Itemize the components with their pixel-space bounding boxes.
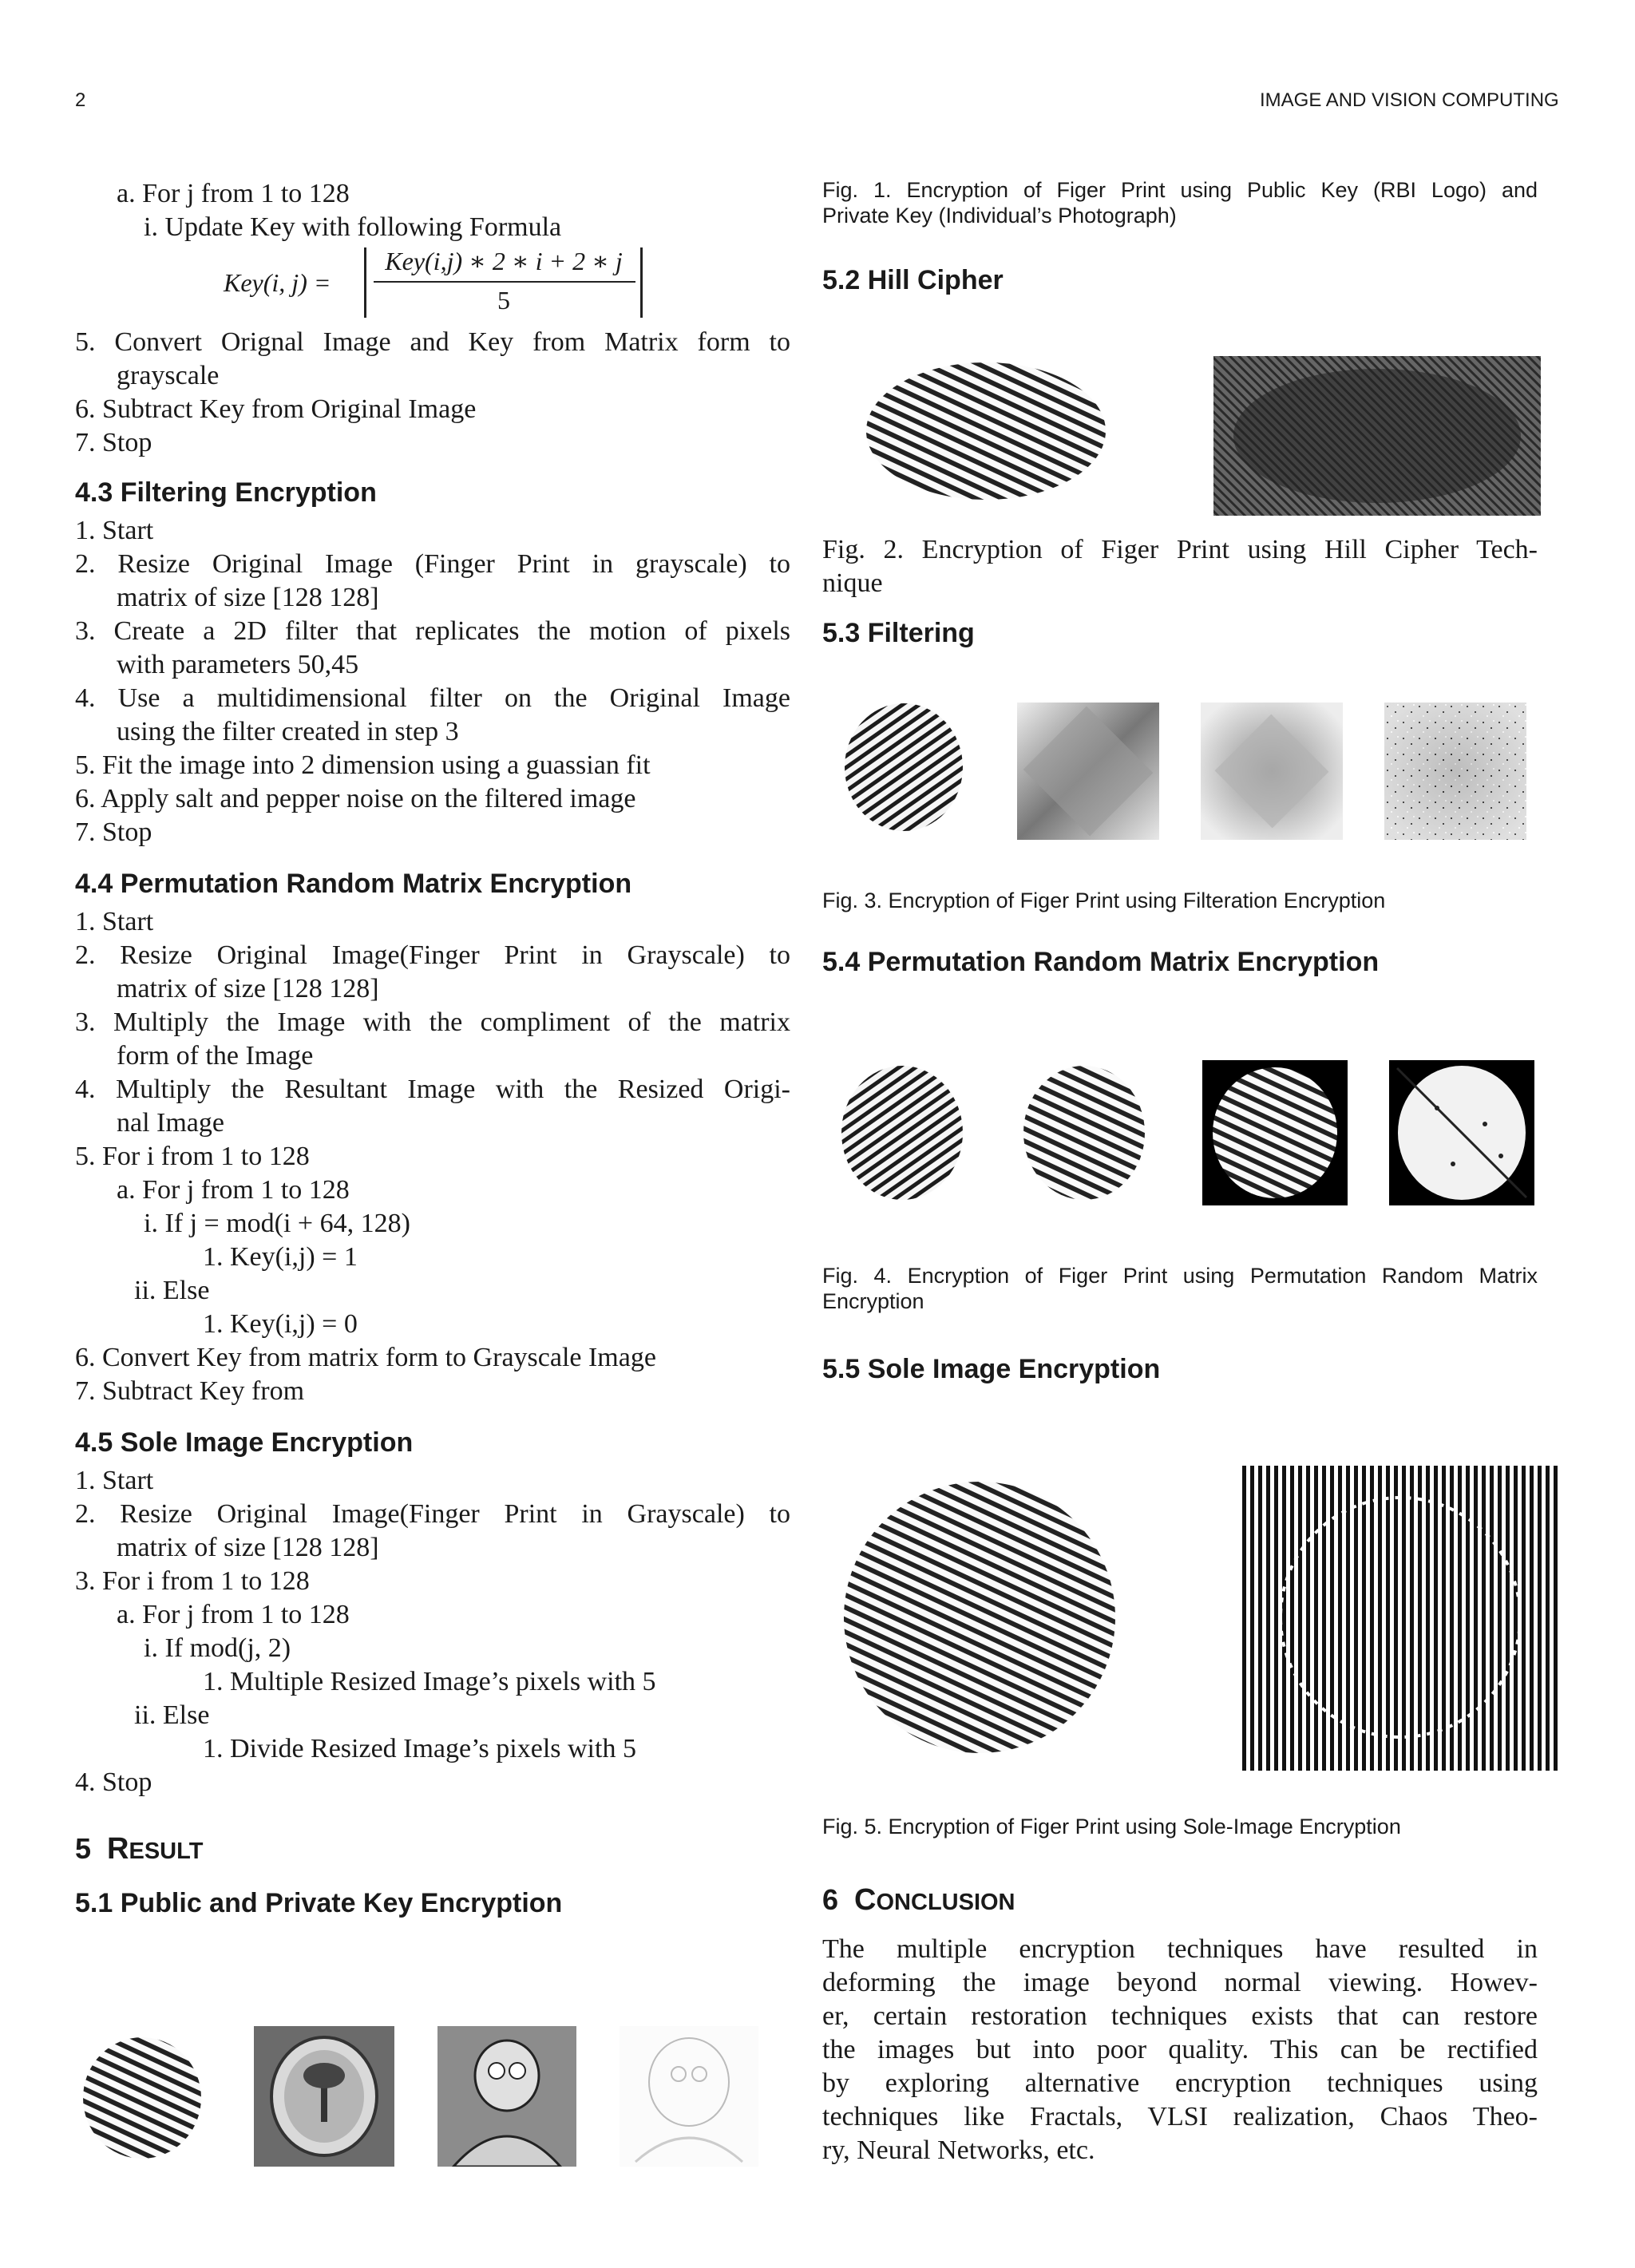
list-item: a. For j from 1 to 128 [117,1600,350,1629]
fig4-caption-block [822,1263,1538,1386]
list-item-cont: form of the Image [117,1041,314,1071]
fig2-caption-block [822,533,1538,650]
formula-numerator: Key(i,j) ∗ 2 ∗ i + 2 ∗ j [385,247,623,275]
list-item: 1. Divide Resized Image’s pixels with 5 [203,1734,636,1763]
list-item: 7. Stop [75,817,152,847]
right-column [822,177,1538,297]
fig2-fingerprint-image [854,353,1118,519]
list-item: 1. Multiple Resized Image’s pixels with 5 [203,1667,656,1696]
list-item: 1. Key(i,j) = 0 [203,1309,358,1339]
list-item-cont: matrix of size [128 128] [117,974,379,1003]
section-heading-5-4: 5.4 Permutation Random Matrix Encryption [822,947,1380,977]
paragraph-line: ry, Neural Networks, etc. [822,2135,1095,2165]
running-header: IMAGE AND VISION COMPUTING [1260,89,1559,111]
paragraph-line: by exploring alternative encryption techniques using [822,2068,1538,2098]
section-heading-4-4: 4.4 Permutation Random Matrix Encryption [75,869,632,899]
section-heading-5 [75,1831,790,1869]
list-item: 3. Create a 2D filter that replicates the motion of pixels [75,616,790,646]
abs-bar-left [364,247,366,318]
fig4-fingerprint-image [837,1062,968,1204]
fig1-encrypted-image [620,2026,758,2167]
page-number: 2 [75,89,86,111]
fig3-salt-pepper-image [1384,703,1526,840]
list-item: 6. Convert Key from matrix form to Grayscale Image [75,1343,656,1372]
section-title-initial: C [854,1883,877,1917]
fraction-bar [374,281,635,283]
paragraph-line: techniques like Fractals, VLSI realization, Chaos Theo- [822,2102,1538,2131]
list-item-cont: with parameters 50,45 [117,650,359,679]
fig5-fingerprint-image [838,1466,1121,1769]
list-item: 5. Fit the image into 2 dimension using a guassian fit [75,750,651,780]
fig3-filtered-image [1017,703,1159,840]
fig1-caption: Fig. 1. Encryption of Figer Print using Public Key (RBI Logo) and [822,178,1538,202]
fig4-caption-cont: Encryption [822,1289,924,1313]
list-item: i. Update Key with following Formula [144,212,562,242]
section-heading-4-5: 4.5 Sole Image Encryption [75,1427,414,1458]
list-item: a. For j from 1 to 128 [117,1175,350,1205]
fig2-caption-cont: nique [822,568,883,598]
list-item: 5. Convert Orignal Image and Key from Matrix form to [75,327,790,357]
section-heading-5-3: 5.3 Filtering [822,618,975,648]
paragraph-line: deforming the image beyond normal viewing. Howev- [822,1968,1538,1997]
section-title-rest: ONCLUSION [876,1890,1015,1915]
paragraph-line: The multiple encryption techniques have resulted in [822,1934,1538,1964]
paragraph-line: er, certain restoration techniques exists that can restore [822,2001,1538,2031]
key-formula [75,246,790,326]
fig4-permuted-image [1389,1060,1534,1205]
paragraph-line: the images but into poor quality. This can be rectified [822,2035,1538,2064]
list-item: ii. Else [134,1700,210,1730]
list-item: a. For j from 1 to 128 [117,179,350,208]
section-heading-4-3: 4.3 Filtering Encryption [75,477,377,508]
list-item-cont: matrix of size [128 128] [117,583,379,612]
list-item: 6. Apply salt and pepper noise on the filtered image [75,784,636,813]
list-item-cont: matrix of size [128 128] [117,1533,379,1562]
section-number: 5 [75,1832,92,1865]
conclusion-paragraph [822,1933,1538,2167]
section-number: 6 [822,1883,839,1916]
list-item: 5. For i from 1 to 128 [75,1142,310,1171]
section-title-rest: ESULT [129,1839,204,1864]
list-item: 4. Stop [75,1767,152,1797]
list-item: i. If mod(j, 2) [144,1633,291,1663]
list-item-cont: nal Image [117,1108,224,1138]
list-item: 7. Stop [75,428,152,457]
fig4-complement-image [1019,1062,1150,1204]
list-item: 2. Resize Original Image(Finger Print in Grayscale) to [75,1499,790,1529]
fig1-photograph-image [437,2026,576,2167]
list-item: 2. Resize Original Image (Finger Print in grayscale) to [75,549,790,579]
list-item: 6. Subtract Key from Original Image [75,394,477,424]
section-heading-5-2: 5.2 Hill Cipher [822,265,1004,295]
formula-lhs: Key(i, j) = [224,268,331,297]
list-item: 3. For i from 1 to 128 [75,1566,310,1596]
list-item-cont: grayscale [117,361,220,390]
fig3-caption-block [822,888,1538,979]
list-item: 4. Use a multidimensional filter on the Original Image [75,683,790,713]
list-item: i. If j = mod(i + 64, 128) [144,1209,410,1238]
fig5-caption: Fig. 5. Encryption of Figer Print using Sole-Image Encryption [822,1815,1401,1839]
list-item: ii. Else [134,1276,210,1305]
fig1-fingerprint-image [78,2034,206,2162]
fig4-resultant-image [1202,1060,1348,1205]
fig3-gaussian-fit-image [1201,703,1343,840]
section-heading-6 [822,1882,1538,1920]
list-item-cont: using the filter created in step 3 [117,717,459,746]
section-title-initial: R [107,1832,129,1866]
list-item: 1. Start [75,516,154,545]
list-item: 3. Multiply the Image with the compliment of the matrix [75,1007,790,1037]
section-heading-5-5: 5.5 Sole Image Encryption [822,1354,1161,1384]
fig2-hill-cipher-image [1213,356,1541,516]
left-column [75,177,790,1920]
fig5-sole-encrypted-image [1242,1466,1558,1771]
fig4-caption: Fig. 4. Encryption of Figer Print using Permutation Random Matrix [822,1264,1538,1288]
fig1-caption-cont: Private Key (Individual’s Photograph) [822,204,1177,228]
list-item: 4. Multiply the Resultant Image with the Resized Origi- [75,1075,790,1104]
list-item: 2. Resize Original Image(Finger Print in Grayscale) to [75,940,790,970]
fig3-fingerprint-image [840,699,968,835]
section-heading-5-1: 5.1 Public and Private Key Encryption [75,1888,563,1918]
fig1-rbi-logo-image [254,2026,394,2167]
fig5-caption-block [822,1814,1538,2167]
formula-denominator: 5 [497,286,510,315]
fig3-caption: Fig. 3. Encryption of Figer Print using Filteration Encryption [822,889,1386,912]
list-item: 1. Key(i,j) = 1 [203,1242,358,1272]
list-item: 7. Subtract Key from [75,1376,305,1406]
abs-bar-right [640,247,643,318]
list-item: 1. Start [75,1466,154,1495]
list-item: 1. Start [75,907,154,936]
fig2-caption: Fig. 2. Encryption of Figer Print using Hill Cipher Tech- [822,535,1538,564]
